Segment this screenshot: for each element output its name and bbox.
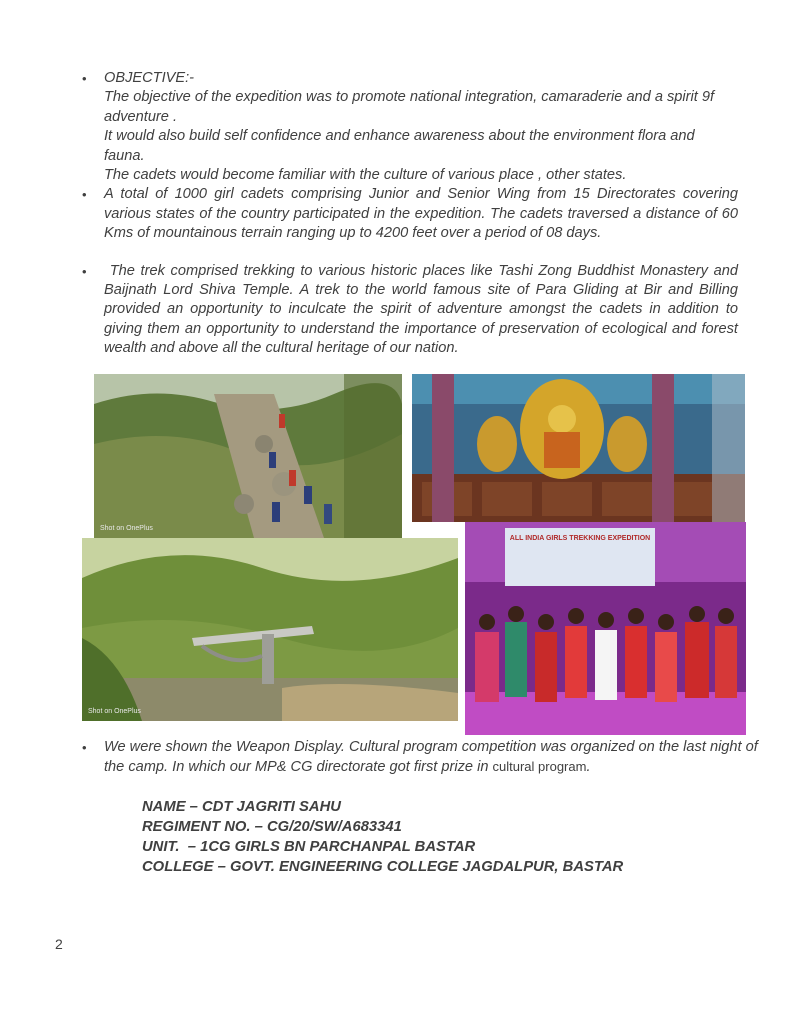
trek-text: • The trek comprised trekking to various historic places like Tashi Zong Buddhist Monastery and Baijnath Lord Shiva Temple. A trek to the world famous site of Para Gliding at Bir and Billing provided an opportunity to inculcate the spirit of adventure amongst the cadets in addition to giving them an opportunity to understand the importance of preservation of ecological and forest wealth and above all the cultural heritage of our nation. [104, 262, 743, 357]
bullet-list [82, 69, 743, 359]
trek-photo [94, 374, 402, 538]
weapon-display-bullet [82, 738, 760, 778]
bridge-photo [82, 538, 458, 721]
cultural-program-phrase: cultural program [492, 759, 587, 775]
expedition-banner-text: ALL INDIA GIRLS TREKKING EXPEDITION [509, 535, 651, 542]
bridge-photo-watermark: Shot on OnePlus [88, 708, 141, 715]
page-number: 2 [55, 936, 63, 952]
participation-text: • A total of 1000 girl cadets comprising Junior and Senior Wing from 15 Directorates covering various states of the country participated in the expedition. The cadets traversed a distance of 60 Kms of mountainous terrain ranging up to 4200 feet over a period of 08 days. [104, 186, 738, 242]
trek-bullet [82, 262, 743, 359]
monastery-photo [412, 374, 745, 522]
weapon-display-end: . [586, 759, 591, 776]
objective-line-2: It would also build self confidence and enhance awareness about the environment flora and fauna. [104, 128, 695, 164]
objective-line-1: The objective of the expedition was to promote national integration, camaraderie and a spirit 9f adventure . [104, 89, 715, 125]
regiment-number: REGIMENT NO. – CG/20/SW/A683341 [142, 819, 402, 835]
objective-heading: • OBJECTIVE:- [104, 70, 195, 86]
participation-bullet [82, 185, 738, 243]
college-name: COLLEGE – GOVT. ENGINEERING COLLEGE JAGDALPUR, BASTAR [142, 859, 624, 875]
cadet-name: NAME – CDT JAGRITI SAHU [142, 799, 341, 815]
signature-block [142, 797, 623, 877]
weapon-display-text [104, 738, 760, 778]
weapon-display-main: We were shown the Weapon Display. Cultural program competition was organized on the last night of the camp. In which our MP& CG directorate got first prize in [104, 739, 758, 776]
objective-bullet [82, 69, 738, 185]
unit-name: UNIT. – 1CG GIRLS BN PARCHANPAL BASTAR [142, 839, 476, 855]
cultural-program-photo [465, 522, 746, 735]
objective-line-3: The cadets would become familiar with the culture of various place , other states. [104, 167, 627, 184]
trek-photo-watermark: Shot on OnePlus [100, 525, 153, 532]
